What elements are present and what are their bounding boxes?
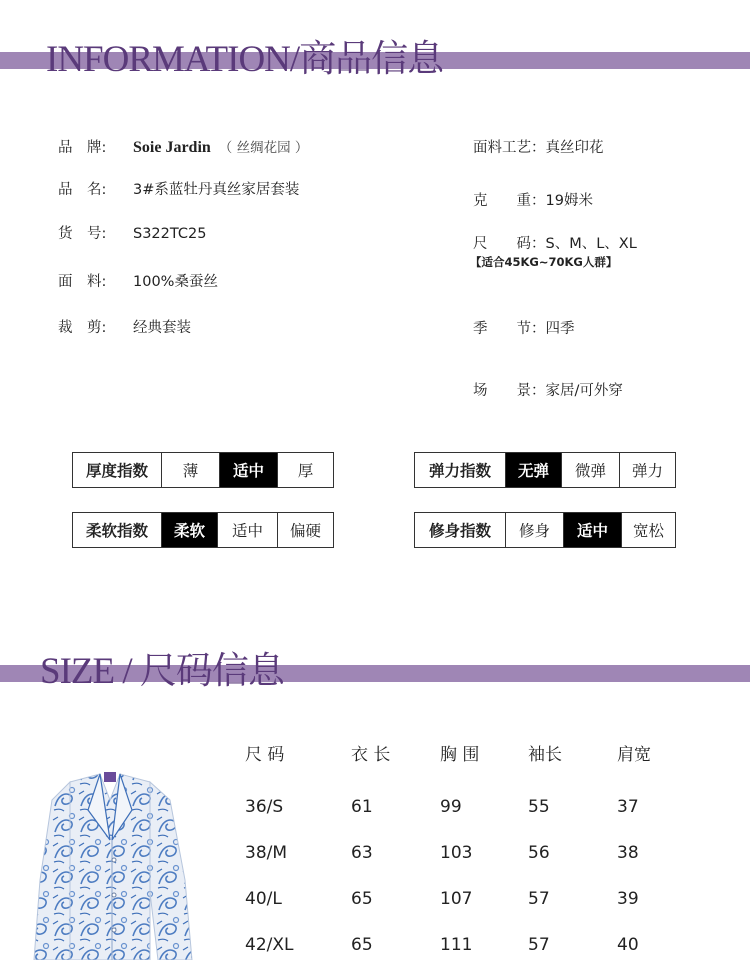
attr-sku-value: S322TC25	[133, 226, 207, 242]
size-cell: 65	[351, 889, 373, 909]
index-fit-option: 修身	[505, 513, 563, 547]
attr-season-label: 季 节：	[473, 321, 546, 337]
size-title-en: SIZE	[40, 651, 115, 692]
attr-fabric	[58, 270, 218, 291]
attr-weight-label: 克 重：	[473, 193, 546, 209]
info-title-en: INFORMATION	[46, 39, 290, 80]
attr-brand-extra: （ 丝绸花园 ）	[218, 140, 309, 156]
attr-scene-label: 场 景：	[473, 383, 546, 399]
index-elasticity-option: 弹力	[619, 453, 675, 487]
size-cell: 99	[440, 797, 462, 817]
size-cell: 37	[617, 797, 639, 817]
index-fit-option: 适中	[563, 513, 621, 547]
attr-name-label: 品 名:	[58, 182, 107, 198]
info-title-cn: 商品信息	[299, 37, 444, 80]
size-section-title	[40, 640, 284, 694]
attr-season	[473, 317, 575, 338]
size-cell: 57	[528, 889, 550, 909]
attr-brand-value: Soie Jardin	[133, 139, 211, 156]
size-cell: 107	[440, 889, 473, 909]
size-header-chest: 胸 围	[440, 745, 480, 765]
index-thickness-option: 适中	[219, 453, 277, 487]
size-title-slash: /	[114, 651, 140, 692]
size-cell: 38	[617, 843, 639, 863]
index-softness-option: 适中	[217, 513, 277, 547]
attr-sku-label: 货 号:	[58, 226, 107, 242]
index-thickness	[72, 452, 334, 488]
attr-name	[58, 178, 299, 199]
index-fit-label: 修身指数	[428, 522, 491, 540]
attr-craft-label: 面料工艺：	[473, 140, 546, 156]
size-header-length: 衣 长	[351, 745, 391, 765]
size-header-size: 尺 码	[245, 745, 285, 765]
size-cell: 42/XL	[245, 935, 294, 955]
size-cell: 61	[351, 797, 373, 817]
size-cell: 36/S	[245, 797, 284, 817]
index-elasticity-option: 无弹	[505, 453, 561, 487]
attr-craft-value: 真丝印花	[545, 140, 604, 156]
size-cell: 56	[528, 843, 550, 863]
index-elasticity	[414, 452, 676, 488]
attr-craft	[473, 136, 604, 157]
info-title-slash: /	[289, 39, 300, 80]
attr-fabric-value: 100%桑蚕丝	[133, 274, 218, 290]
size-header-sleeve: 袖长	[528, 745, 562, 765]
index-softness-label: 柔软指数	[85, 522, 148, 540]
attr-brand-label: 品 牌:	[58, 140, 107, 156]
index-softness-option: 偏硬	[277, 513, 333, 547]
size-cell: 65	[351, 935, 373, 955]
attr-weight	[473, 189, 593, 210]
index-fit	[414, 512, 676, 548]
attr-fabric-label: 面 料:	[58, 274, 107, 290]
index-softness-option: 柔软	[161, 513, 217, 547]
size-cell: 57	[528, 935, 550, 955]
attr-name-value: 3#系蓝牡丹真丝家居套装	[133, 182, 300, 198]
attr-cut-value: 经典套装	[133, 320, 191, 336]
size-cell: 63	[351, 843, 373, 863]
attr-size	[473, 232, 637, 253]
attr-size-label: 尺 码：	[473, 236, 546, 252]
attr-weight-value: 19姆米	[545, 193, 593, 209]
size-cell: 55	[528, 797, 550, 817]
attr-scene	[473, 379, 623, 400]
size-cell: 40	[617, 935, 639, 955]
index-elasticity-label: 弹力指数	[428, 462, 491, 480]
index-fit-option: 宽松	[621, 513, 675, 547]
size-cell: 111	[440, 935, 473, 955]
size-cell: 38/M	[245, 843, 288, 863]
attr-sku	[58, 222, 206, 243]
size-cell: 40/L	[245, 889, 282, 909]
index-thickness-label: 厚度指数	[85, 462, 148, 480]
size-fit-note: 【适合45KG~70KG人群】	[470, 255, 618, 269]
attr-cut	[58, 316, 191, 337]
attr-brand	[58, 136, 308, 157]
attr-scene-value: 家居/可外穿	[545, 383, 623, 399]
info-section-title	[46, 28, 443, 82]
index-thickness-option: 厚	[277, 453, 333, 487]
attr-cut-label: 裁 剪:	[58, 320, 107, 336]
silk-pajama-shirt-image	[0, 760, 230, 960]
index-elasticity-option: 微弹	[561, 453, 619, 487]
size-cell: 39	[617, 889, 639, 909]
size-title-cn: 尺码信息	[139, 649, 284, 692]
index-thickness-option: 薄	[161, 453, 219, 487]
index-softness	[72, 512, 334, 548]
attr-size-value: S、M、L、XL	[545, 236, 637, 252]
size-header-shoulder: 肩宽	[617, 745, 651, 765]
attr-season-value: 四季	[545, 321, 575, 337]
size-cell: 103	[440, 843, 473, 863]
